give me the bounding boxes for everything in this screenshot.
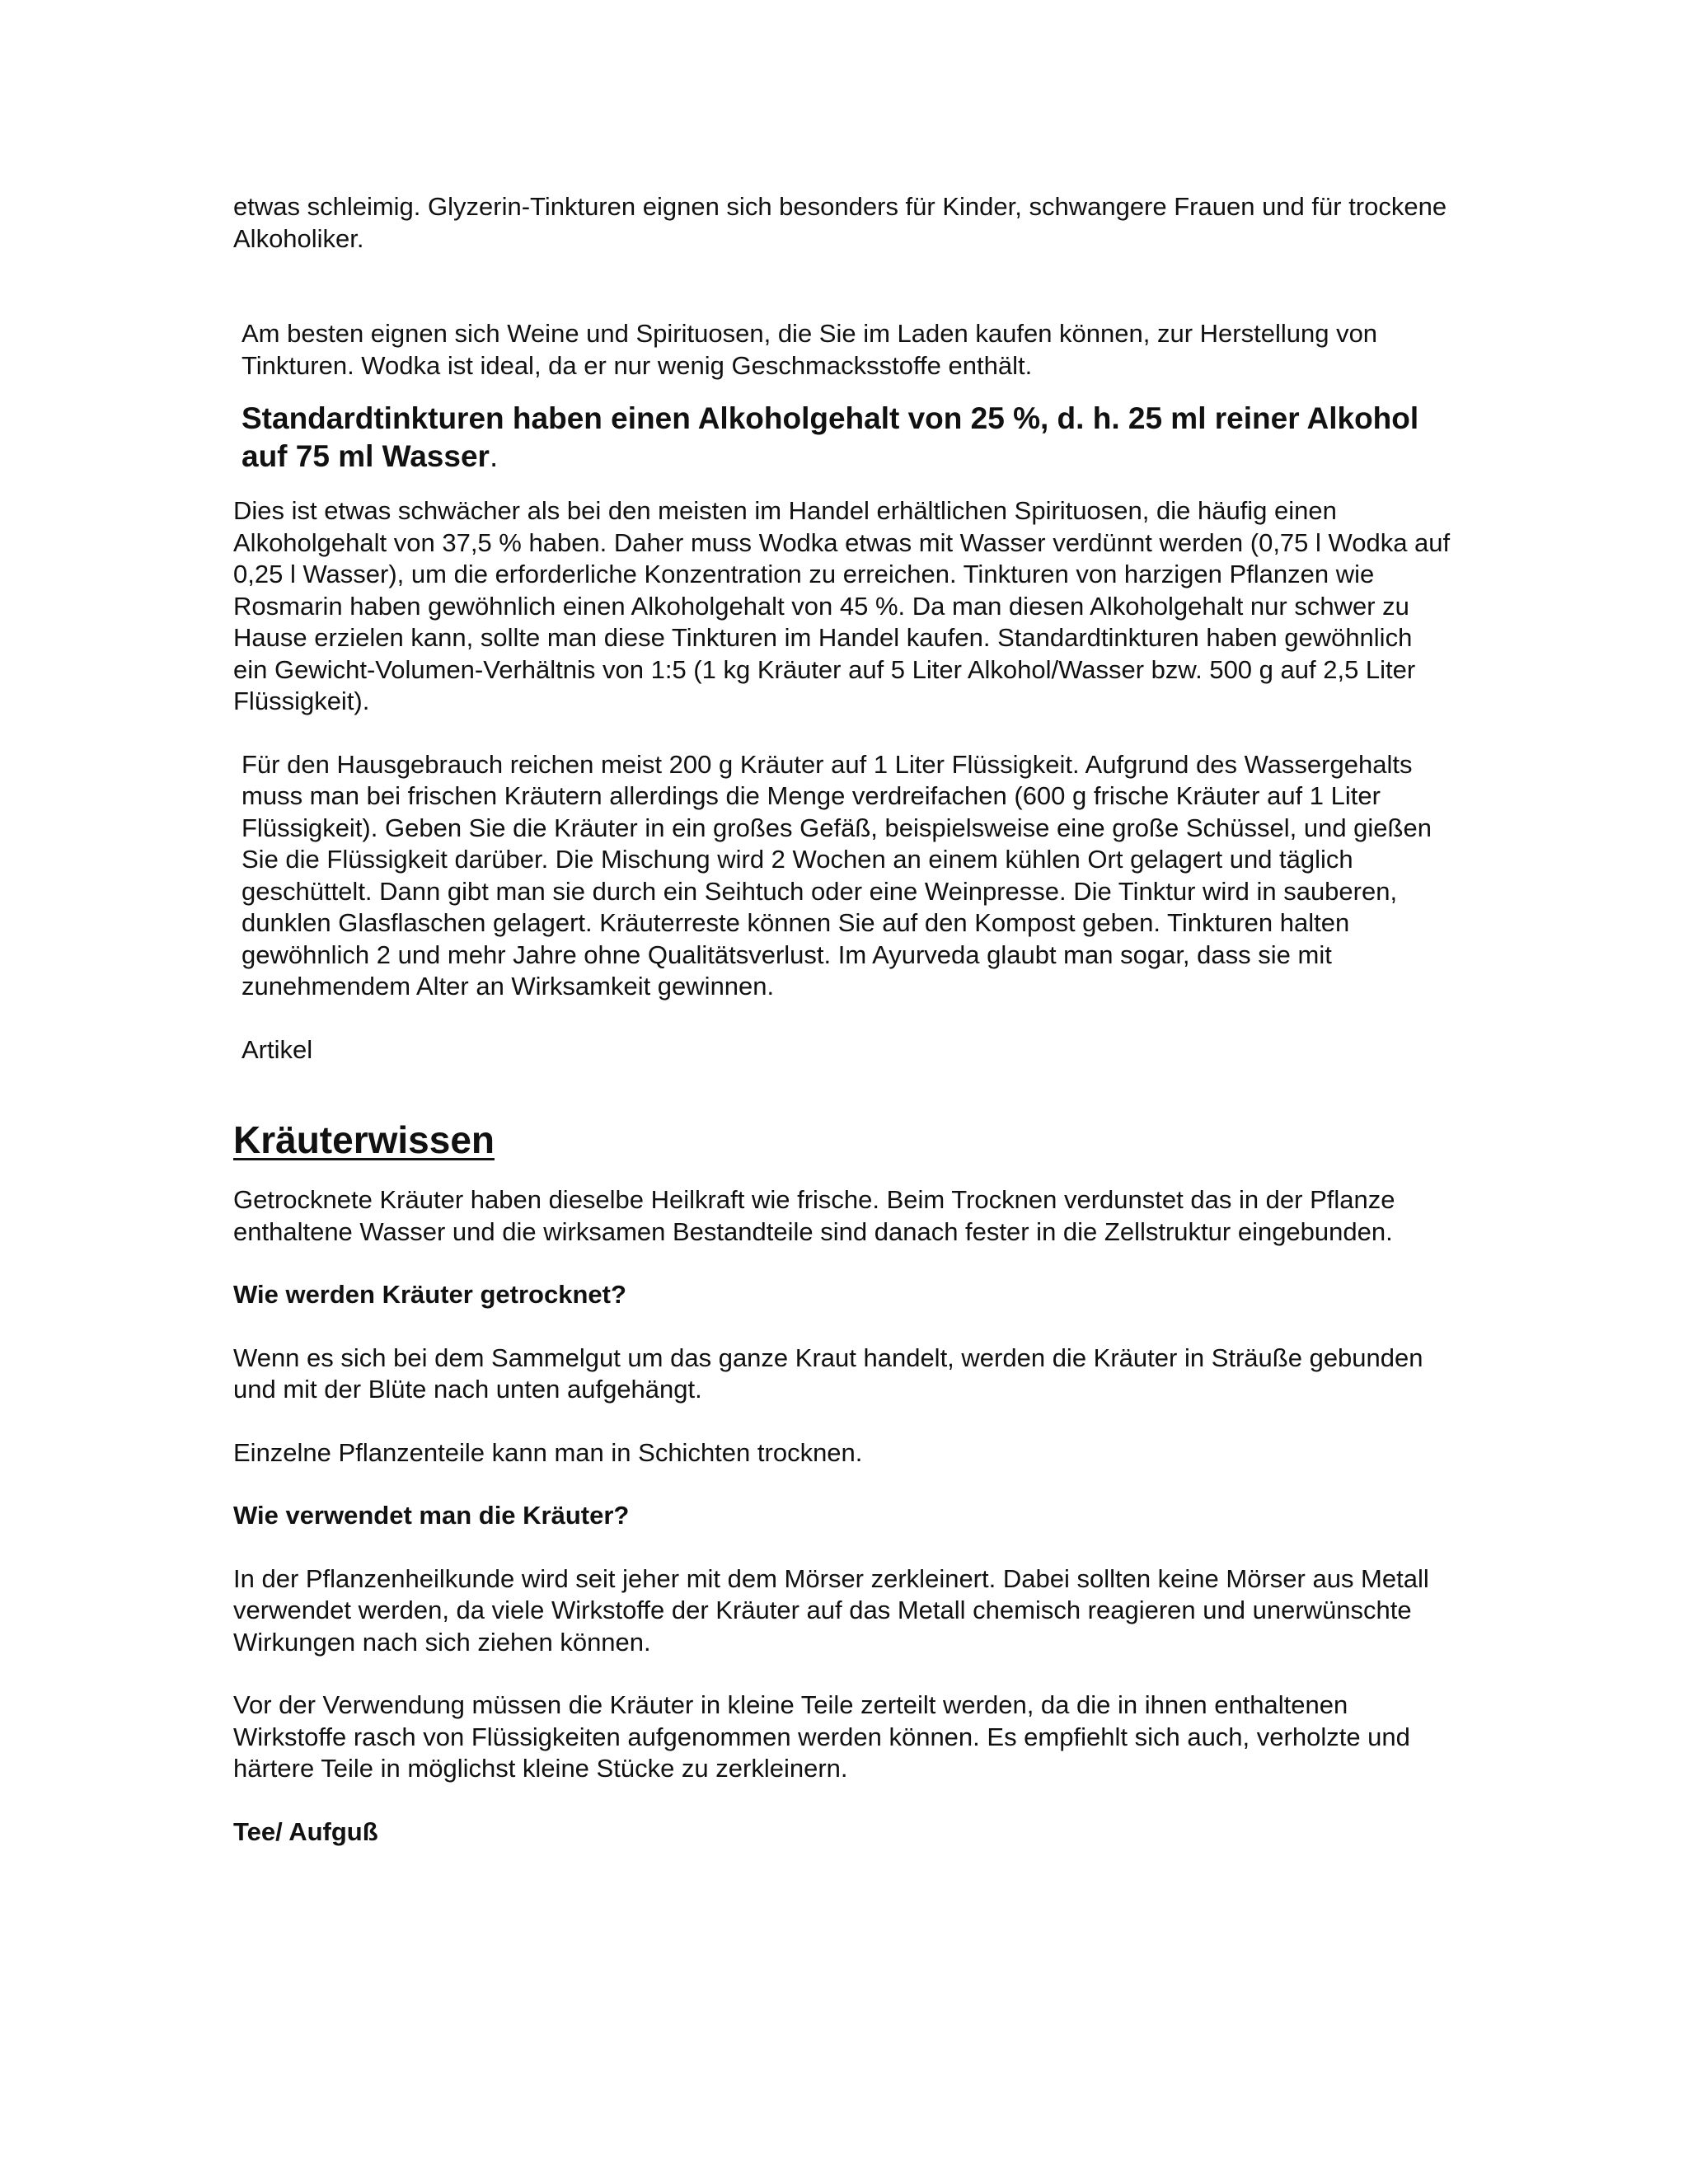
paragraph-bundles: Wenn es sich bei dem Sammelgut um das ganze Kraut handelt, werden die Kräuter in Sträuße gebunden und mit der Blüte nach unten aufgehängt.	[233, 1343, 1423, 1404]
paragraph-dried-herbs: Getrocknete Kräuter haben dieselbe Heilkraft wie frische. Beim Trocknen verdunstet das in der Pflanze enthaltene Wasser und die wirksamen Bestandteile sind danach fester in die Zellstruktur eingebunden.	[233, 1185, 1395, 1246]
paragraph-mortar: In der Pflanzenheilkunde wird seit jeher mit dem Mörser zerkleinert. Dabei sollten keine Mörser aus Metall verwendet werden, da viele Wirkstoffe der Kräuter auf das Metall chemisch reagieren und unerwünschte Wirkungen nach sich ziehen können.	[233, 1563, 1429, 1657]
label-artikel: Artikel	[241, 1034, 313, 1064]
document-page	[233, 191, 1453, 1848]
paragraph-spirits: Am besten eignen sich Weine und Spirituosen, die Sie im Laden kaufen können, zur Herstellung von Tinkturen. Wodka ist ideal, da er nur wenig Geschmacksstoffe enthält.	[241, 319, 1378, 380]
subheading-usage: Wie verwendet man die Kräuter?	[233, 1501, 630, 1530]
paragraph-layers: Einzelne Pflanzenteile kann man in Schichten trocknen.	[233, 1437, 863, 1467]
heading-kraeuterwissen: Kräuterwissen	[233, 1118, 495, 1161]
heading-standard-tinctures-period: .	[489, 439, 499, 473]
heading-standard-tinctures	[233, 400, 1453, 476]
heading-standard-tinctures-text: Standardtinkturen haben einen Alkoholgehalt von 25 %, d. h. 25 ml reiner Alkohol auf 75 ml Wasser	[241, 401, 1419, 473]
paragraph-home-use: Für den Hausgebrauch reichen meist 200 g Kräuter auf 1 Liter Flüssigkeit. Aufgrund des Wassergehalts muss man bei frischen Kräutern allerdings die Menge verdreifachen (600 g frische Kräuter auf 1 Liter Flüssigkeit). Geben Sie die Kräuter in ein großes Gefäß, beispielsweise eine große Schüssel, und gießen Sie die Flüssigkeit darüber. Die Mischung wird 2 Wochen an einem kühlen Ort gelagert und täglich geschüttelt. Dann gibt man sie durch ein Seihtuch oder eine Weinpresse. Die Tinktur wird in sauberen, dunklen Glasflaschen gelagert. Kräuterreste können Sie auf den Kompost geben. Tinkturen halten gewöhnlich 2 und mehr Jahre ohne Qualitätsverlust. Im Ayurveda glaubt man sogar, dass sie mit zunehmendem Alter an Wirksamkeit gewinnen.	[241, 749, 1432, 1001]
subheading-tea: Tee/ Aufguß	[233, 1816, 378, 1846]
paragraph-alcohol-content: Dies ist etwas schwächer als bei den meisten im Handel erhältlichen Spirituosen, die häufig einen Alkoholgehalt von 37,5 % haben. Daher muss Wodka etwas mit Wasser verdünnt werden (0,75 l Wodka auf 0,25 l Wasser), um die erforderliche Konzentration zu erreichen. Tinkturen von harzigen Pflanzen wie Rosmarin haben gewöhnlich einen Alkoholgehalt von 45 %. Da man diesen Alkoholgehalt nur schwer zu Hause erzielen kann, sollte man diese Tinkturen im Handel kaufen. Standardtinkturen haben gewöhnlich ein Gewicht-Volumen-Verhältnis von 1:5 (1 kg Kräuter auf 5 Liter Alkohol/Wasser bzw. 500 g auf 2,5 Liter Flüssigkeit).	[233, 496, 1451, 715]
paragraph-preparation: Vor der Verwendung müssen die Kräuter in kleine Teile zerteilt werden, da die in ihnen enthaltenen Wirkstoffe rasch von Flüssigkeiten aufgenommen werden können. Es empfiehlt sich auch, verholzte und härtere Teile in möglichst kleine Stücke zu zerkleinern.	[233, 1690, 1410, 1783]
subheading-drying: Wie werden Kräuter getrocknet?	[233, 1280, 626, 1309]
paragraph-glycerin: etwas schleimig. Glyzerin-Tinkturen eignen sich besonders für Kinder, schwangere Frauen und für trockene Alkoholiker.	[233, 192, 1447, 253]
